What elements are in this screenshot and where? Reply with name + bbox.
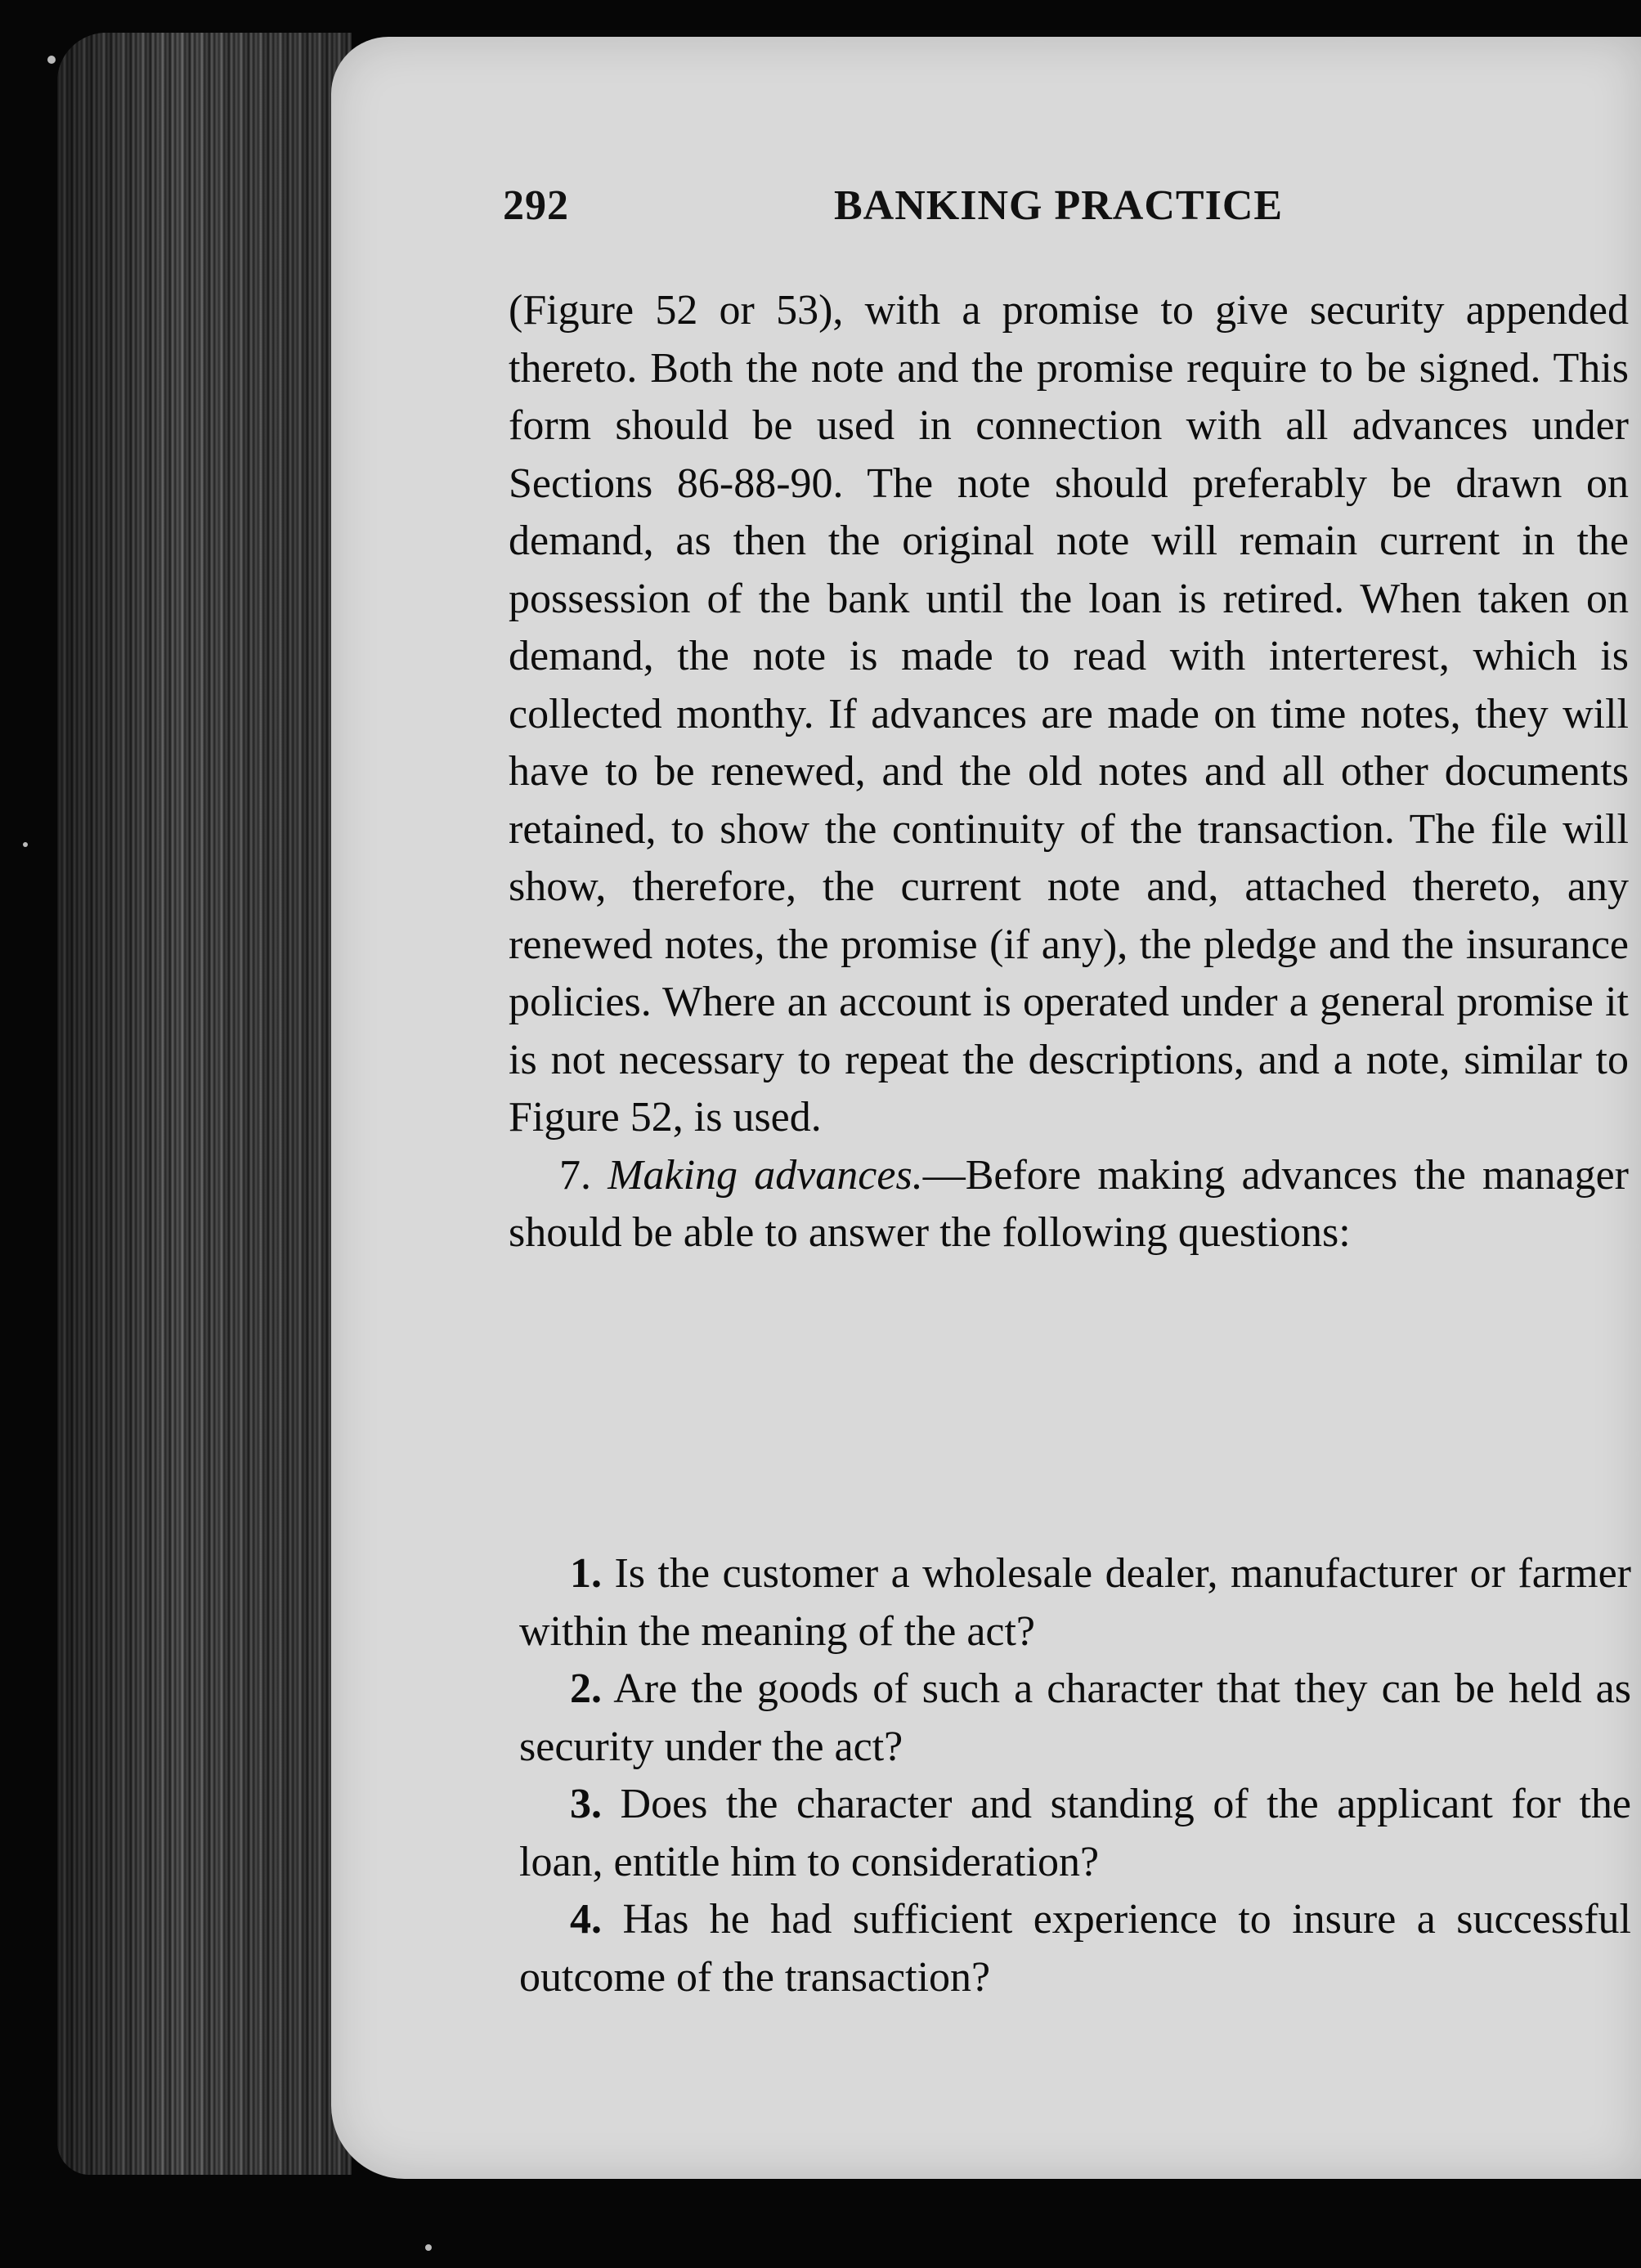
- list-item-number: 1.: [570, 1550, 602, 1597]
- dust-speck: [47, 56, 56, 64]
- list-item-number: 2.: [570, 1665, 602, 1712]
- page-header: [503, 182, 1631, 239]
- section-paragraph: [509, 1147, 1629, 1262]
- list-item: [519, 1891, 1631, 2006]
- page-number: 292: [503, 182, 569, 229]
- list-item-number: 3.: [570, 1781, 602, 1827]
- list-item-text: Is the customer a wholesale dealer, manufacturer or farmer within the meaning of the act?: [519, 1550, 1631, 1655]
- list-item: [519, 1776, 1631, 1891]
- list-item: [519, 1545, 1631, 1661]
- section-title: Making advances.: [608, 1151, 923, 1199]
- section-number: 7.: [559, 1151, 591, 1199]
- running-head: BANKING PRACTICE: [834, 182, 1284, 229]
- paragraph: (Figure 52 or 53), with a promise to give security appended thereto. Both the note and the promise require to be signed. This form should be used in connection with all advances under Sections 86-88-90. The note should preferably be drawn on demand, as then the original note will remain current in the possession of the bank until the loan is retired. When taken on demand, the note is made to read with interterest, which is collected monthy. If advances are made on time notes, they will have to be renewed, and the old notes and all other documents retained, to show the continuity of the transaction. The file will show, therefore, the current note and, attached thereto, any renewed notes, the promise (if any), the pledge and the insurance policies. Where an account is operated under a general promise it is not necessary to repeat the descriptions, and a note, similar to Figure 52, is used.: [509, 287, 1629, 1141]
- section-text: —Before making advances the manager should be able to answer the following questions:: [509, 1151, 1629, 1256]
- list-item-text: Has he had sufficient experience to insure a successful outcome of the transaction?: [519, 1896, 1631, 2001]
- list-item-text: Are the goods of such a character that they can be held as security under the act?: [519, 1665, 1631, 1770]
- dust-speck: [23, 842, 28, 847]
- body-text: [509, 282, 1629, 1262]
- question-list: [519, 1545, 1631, 2006]
- list-item-number: 4.: [570, 1896, 602, 1943]
- page-edges-shade: [57, 33, 352, 2175]
- list-item: [519, 1661, 1631, 1776]
- dust-speck: [425, 2244, 432, 2251]
- list-item-text: Does the character and standing of the applicant for the loan, entitle him to consideration?: [519, 1781, 1631, 1885]
